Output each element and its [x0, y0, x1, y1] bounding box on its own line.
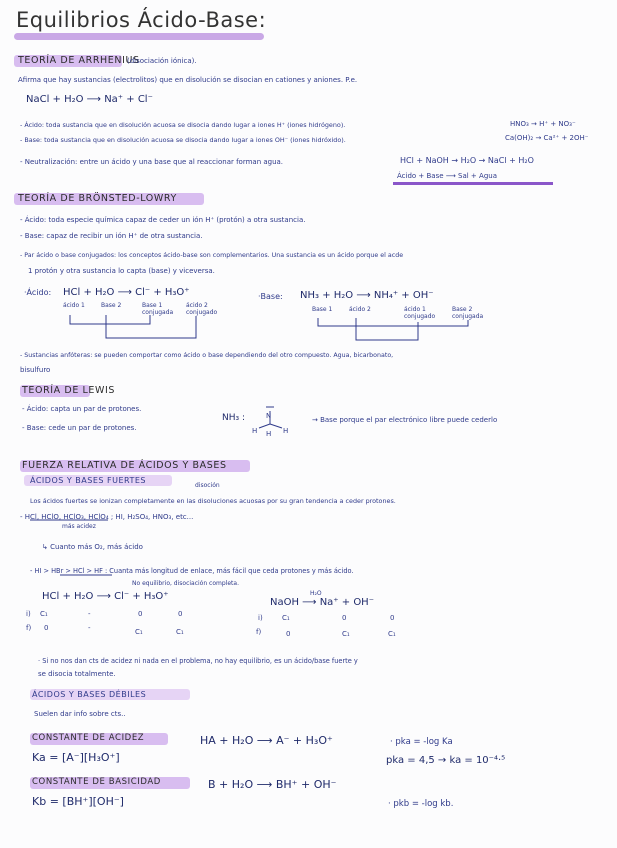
kb-header: CONSTANTE DE BASICIDAD — [32, 777, 161, 787]
cell: C₁ — [40, 610, 48, 618]
lewis-nh3: NH₃ : — [222, 413, 246, 423]
fuerza-l6: se disocia totalmente. — [38, 670, 116, 678]
svg-text:H: H — [252, 427, 258, 435]
cell: C₁ — [282, 614, 290, 622]
cell: C₁ — [176, 628, 184, 636]
fuerza-l1: Los ácidos fuertes se ionizan completamente en las disoluciones acuosas por su gran tendencia a ceder protones. — [30, 497, 396, 505]
bronsted-pair2: 1 protón y otra sustancia lo capta (base) y viceversa. — [28, 267, 215, 275]
base-sub-1: Base 1 — [312, 306, 333, 313]
arrhenius-base: - Base: toda sustancia que en disolución acuosa se disocia dando lugar a iones OH⁻ (iones hidróxido). — [20, 136, 346, 144]
page-title: Equilibrios Ácido-Base: — [16, 8, 267, 32]
row-f-2: f) — [256, 628, 262, 636]
debiles-l1: Suelen dar info sobre cts.. — [34, 710, 126, 718]
fuerza-eq2-over: H₂O — [310, 590, 322, 597]
kb-eq: Kb = [BH⁺][OH⁻] — [32, 795, 124, 808]
bronsted-acid-eq: HCl + H₂O ⟶ Cl⁻ + H₃O⁺ — [63, 287, 190, 298]
cell: - — [88, 624, 91, 632]
ka-eq: Ka = [A⁻][H₃O⁺] — [32, 751, 120, 764]
arrhenius-line1: Afirma que hay sustancias (electrolitos) que en disolución se disocian en cationes y aniones. P.e. — [18, 76, 358, 84]
cell: 0 — [390, 614, 395, 622]
fuerza-l2: - HCl, HClO, HClO₃, HClO₄ ; HI, H₂SO₄, HNO₃, etc... — [20, 513, 194, 521]
cell: 0 — [286, 630, 291, 638]
base-sub-3: ácido 1 conjugado — [404, 306, 436, 320]
arrhenius-base-eq: Ca(OH)₂ → Ca²⁺ + 2OH⁻ — [505, 134, 589, 142]
row-i-1: i) — [26, 610, 31, 618]
fuerza-eq2: NaOH ⟶ Na⁺ + OH⁻ — [270, 597, 374, 608]
bronsted-pair1: - Par ácido o base conjugados: los conceptos ácido-base son complementarios. Una sustancia es un ácido porque el acde — [20, 252, 404, 259]
row-f-1: f) — [26, 624, 32, 632]
bronsted-acid-label: ·Ácido: — [24, 288, 52, 297]
arrhenius-acid-eq: HNO₃ → H⁺ + NO₃⁻ — [510, 120, 576, 128]
bronsted-header: TEORÍA DE BRÖNSTED-LOWRY — [18, 193, 177, 204]
fuerza-l4: - HI > HBr > HCl > HF : Cuanta más longitud de enlace, más fácil que ceda protones y más ácido. — [30, 567, 354, 575]
bronsted-amph1: - Sustancias anfóteras: se pueden comportar como ácido o base dependiendo del otro compuesto. Agua, bicarbonato, — [20, 352, 394, 359]
lewis-base: - Base: cede un par de protones. — [22, 424, 137, 432]
arrhenius-neut: - Neutralización: entre un ácido y una base que al reaccionar forman agua. — [20, 158, 284, 166]
pkb: · pkb = -log kb. — [388, 799, 454, 809]
bronsted-base: - Base: capaz de recibir un ión H⁺ de otra sustancia. — [20, 232, 203, 240]
fuerza-l3: ↳ Cuanto más O₂, más ácido — [42, 543, 143, 551]
ka-header: CONSTANTE DE ACIDEZ — [32, 733, 145, 743]
bronsted-acid: - Ácido: toda especie química capaz de ceder un ión H⁺ (protón) a otra sustancia. — [20, 216, 306, 224]
cell: - — [88, 610, 91, 618]
pka2: pka = 4,5 → ka = 10⁻⁴·⁵ — [386, 755, 506, 766]
lewis-acid: - Ácido: capta un par de protones. — [22, 405, 142, 413]
fuerza-header: FUERZA RELATIVA DE ÁCIDOS Y BASES — [22, 460, 227, 471]
arrhenius-neut-eq: HCl + NaOH → H₂O → NaCl + H₂O — [400, 156, 534, 165]
fuerza-sub-note: disoción — [195, 482, 220, 489]
acid-sub-4: ácido 2 conjugado — [186, 302, 218, 316]
acid-sub-1: ácido 1 — [63, 302, 85, 309]
acid-sub-3: Base 1 conjugada — [142, 302, 174, 316]
cell: C₁ — [342, 630, 350, 638]
fuerza-l2b: más acidez — [62, 523, 96, 530]
svg-text:H: H — [283, 427, 289, 435]
acid-sub-2: Base 2 — [101, 302, 122, 309]
fuerza-l4b: No equilibrio, disociación completa. — [132, 580, 239, 587]
row-i-2: i) — [258, 614, 263, 622]
cell: C₁ — [135, 628, 143, 636]
fuerza-eq1: HCl + H₂O ⟶ Cl⁻ + H₃O⁺ — [42, 591, 169, 602]
ha-eq: HA + H₂O ⟶ A⁻ + H₃O⁺ — [200, 734, 333, 747]
arrhenius-sub: (disociación iónica). — [127, 57, 197, 65]
arrhenius-acid: - Ácido: toda sustancia que en disolución acuosa se disocia dando lugar a iones H⁺ (iones hidrógeno). — [20, 121, 346, 129]
b-eq: B + H₂O ⟶ BH⁺ + OH⁻ — [208, 778, 337, 791]
bronsted-base-label: ·Base: — [258, 292, 283, 301]
pka: · pka = -log Ka — [390, 737, 453, 747]
base-sub-2: ácido 2 — [349, 306, 371, 313]
lewis-header: TEORÍA DE LEWIS — [22, 385, 116, 396]
cell: 0 — [178, 610, 183, 618]
svg-text:N: N — [266, 412, 272, 420]
cell: 0 — [138, 610, 143, 618]
fuerza-l5: · Si no nos dan cts de acidez ni nada en el problema, no hay equilibrio, es un ácido/base fuerte y — [38, 657, 358, 665]
svg-text:H: H — [266, 430, 272, 438]
arrhenius-neut-eq2: Ácido + Base ⟶ Sal + Agua — [397, 172, 497, 180]
cell: 0 — [342, 614, 347, 622]
lewis-note: → Base porque el par electrónico libre puede cederlo — [312, 416, 498, 424]
cell: 0 — [44, 624, 49, 632]
base-sub-4: Base 2 conjugada — [452, 306, 484, 320]
fuerza-sub-header: ÁCIDOS Y BASES FUERTES — [30, 476, 147, 485]
bronsted-amph2: bisulfuro — [20, 366, 51, 374]
bronsted-base-eq: NH₃ + H₂O ⟶ NH₄⁺ + OH⁻ — [300, 290, 434, 301]
debiles-header: ÁCIDOS Y BASES DÉBILES — [32, 690, 147, 699]
arrhenius-header: TEORÍA DE ARRHENIUS — [18, 55, 140, 66]
arrhenius-eq: NaCl + H₂O ⟶ Na⁺ + Cl⁻ — [26, 94, 153, 105]
cell: C₁ — [388, 630, 396, 638]
